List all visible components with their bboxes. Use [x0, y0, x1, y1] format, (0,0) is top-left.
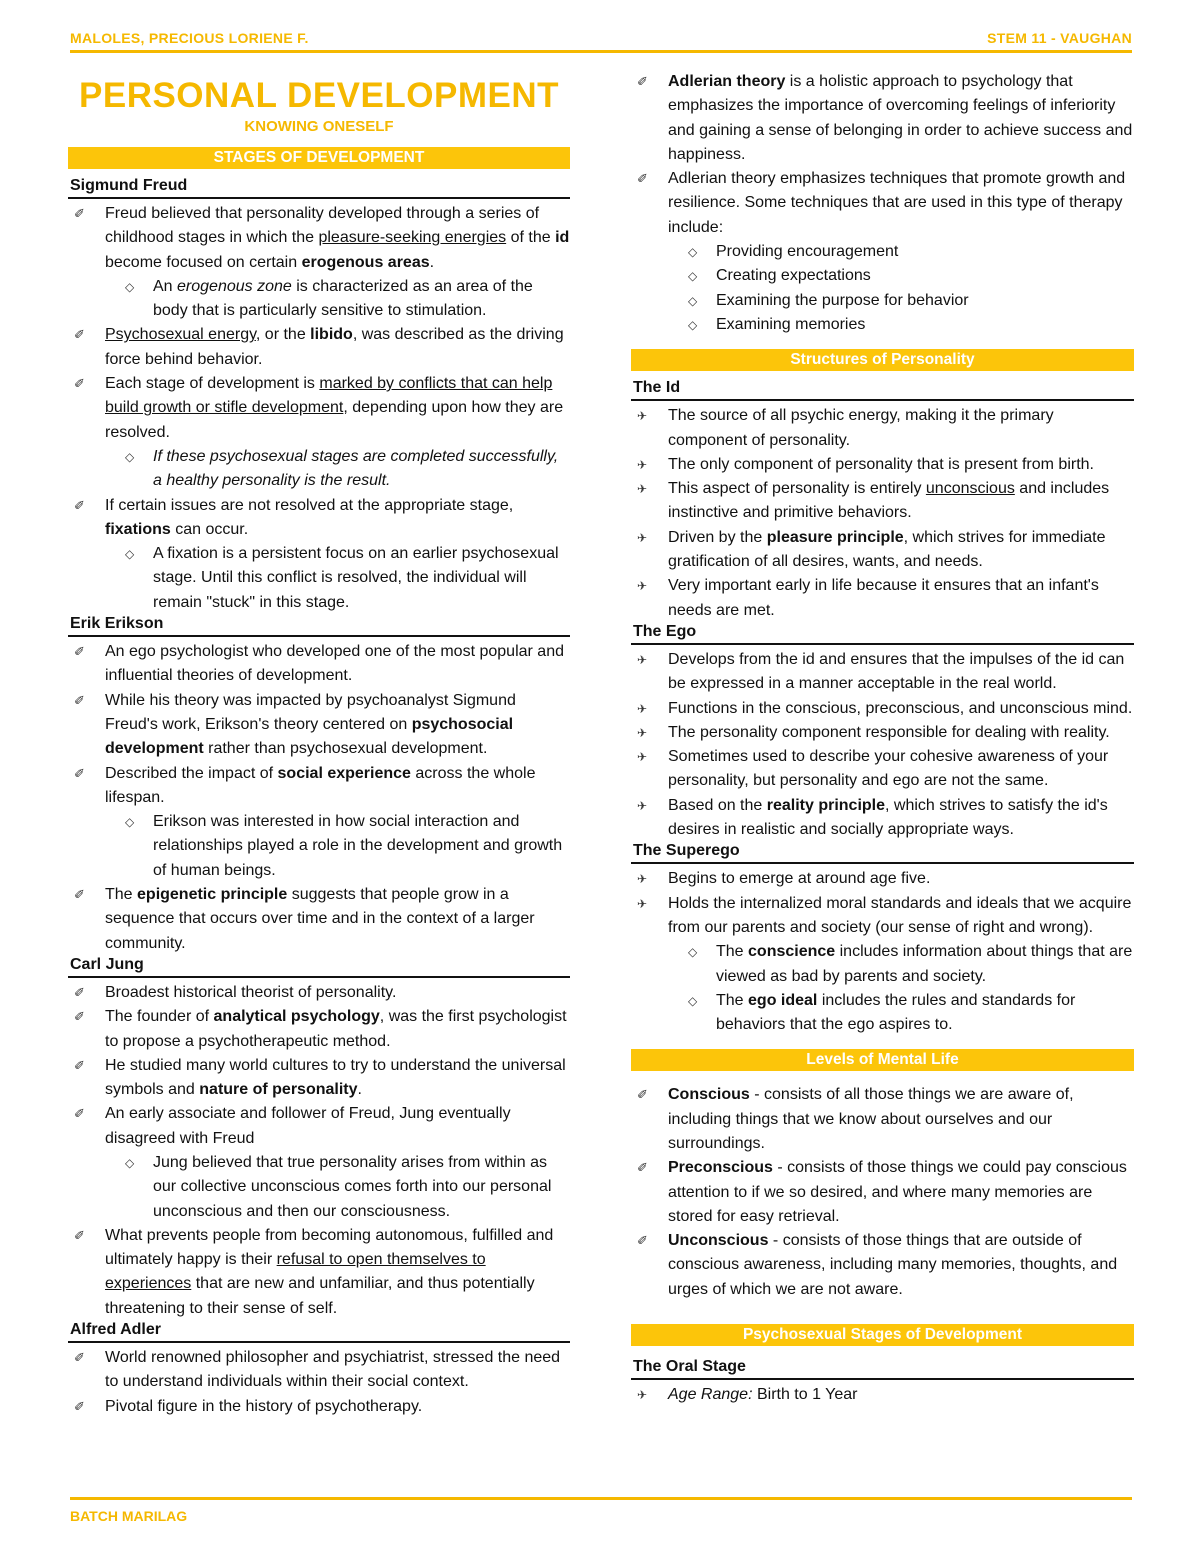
list-item	[631, 167, 1134, 240]
list-item	[631, 892, 1134, 941]
text-run: The only component of personality that is present from birth.	[668, 455, 1094, 473]
jung-list	[68, 981, 570, 1321]
erikson-list	[68, 640, 570, 956]
text-run: id	[555, 229, 570, 247]
text-run: Adlerian theory	[668, 73, 786, 90]
list-item	[68, 1395, 570, 1419]
section-band-structures: Structures of Personality	[631, 349, 1134, 371]
text-run: that are new and unfamiliar, and thus potentially threatening to their sense of self.	[105, 1275, 535, 1317]
right-column	[631, 70, 1134, 1407]
text-run: analytical psychology	[213, 1008, 380, 1026]
freud-list	[68, 202, 570, 615]
text-run: includes information about things that are viewed as bad by parents and society.	[716, 943, 1133, 985]
text-run: - consists of all those things we are aware of, including things that we know about ourselves and our surroundings.	[668, 1086, 1074, 1152]
list-item	[631, 289, 1134, 313]
text-run: Conscious	[668, 1086, 750, 1104]
text-run: Sometimes used to describe your cohesive awareness of your personality, but personality and ego are not the same.	[668, 748, 1109, 790]
superego-list	[631, 867, 1134, 1037]
text-run: Pivotal figure in the history of psychotherapy.	[105, 1397, 423, 1415]
text-run: What prevents people from becoming autonomous, fulfilled and ultimately happy is their	[105, 1226, 554, 1269]
list-item	[68, 445, 570, 494]
list-item	[631, 697, 1134, 721]
heading-id: The Id	[631, 379, 1134, 401]
id-list	[631, 404, 1134, 623]
list-item	[68, 1102, 570, 1151]
text-run: , depending upon how they are resolved.	[105, 399, 564, 441]
text-run: pleasure principle	[766, 528, 904, 546]
text-run: nature of personality	[199, 1081, 358, 1099]
text-run: - consists of those things we could pay conscious attention to if we so desired, and where many memories are stored for easy retrieval.	[668, 1159, 1127, 1225]
text-run: An ego psychologist who developed one of the most popular and influential theories of development.	[105, 643, 564, 685]
list-item	[631, 477, 1134, 526]
list-item	[631, 721, 1134, 745]
text-run: , was the first psychologist to propose a psychotherapeutic method.	[105, 1008, 567, 1050]
list-item	[631, 526, 1134, 575]
text-run: The founder of	[105, 1008, 214, 1026]
list-item	[68, 883, 570, 956]
page-title: PERSONAL DEVELOPMENT	[79, 76, 559, 115]
list-item	[68, 1224, 570, 1321]
text-run: While his theory was impacted by psychoanalyst Sigmund Freud's work, Erikson's theory centered on	[105, 691, 516, 733]
text-run: A fixation is a persistent focus on an earlier psychosexual stage. Until this conflict is resolved, the individual will remain "stuck" in this stage.	[153, 545, 559, 611]
list-item	[68, 810, 570, 883]
list-item	[631, 1383, 1134, 1407]
text-run: includes the rules and standards for behaviors that the ego aspires to.	[716, 991, 1076, 1034]
list-item	[631, 1083, 1134, 1156]
text-run: Based on the	[668, 796, 767, 814]
text-run: , was described as the driving force behind behavior.	[105, 326, 564, 368]
text-run: rather than psychosexual development.	[203, 740, 488, 758]
list-item	[631, 794, 1134, 843]
page-footer	[70, 1497, 1132, 1524]
text-run: If certain issues are not resolved at the appropriate stage,	[105, 496, 514, 514]
text-run: erogenous zone	[177, 277, 292, 295]
list-item	[68, 1346, 570, 1395]
text-run: Birth to 1 Year	[752, 1386, 858, 1404]
ego-list	[631, 648, 1134, 842]
author-name: MALOLES, PRECIOUS LORIENE F.	[70, 30, 309, 46]
text-run: can occur.	[170, 520, 249, 538]
adler-list-continued	[631, 70, 1134, 337]
text-run: Creating expectations	[716, 267, 871, 285]
heading-superego: The Superego	[631, 842, 1134, 864]
list-item	[631, 574, 1134, 623]
list-item	[631, 1156, 1134, 1229]
text-run: social experience	[277, 764, 411, 782]
text-run: Examining memories	[716, 315, 866, 333]
list-item	[68, 640, 570, 689]
text-run: of the	[506, 229, 556, 247]
text-run: conscience	[748, 943, 836, 961]
adler-list	[68, 1346, 570, 1419]
text-run: , or the	[255, 326, 311, 344]
levels-list	[631, 1083, 1134, 1302]
list-item	[68, 981, 570, 1005]
section-band-psychosexual: Psychosexual Stages of Development	[631, 1324, 1134, 1346]
left-column	[68, 70, 570, 1419]
list-item	[631, 1229, 1134, 1302]
list-item	[68, 1054, 570, 1103]
text-run: fixations	[105, 520, 171, 538]
batch-name: BATCH MARILAG	[70, 1508, 188, 1524]
list-item	[68, 762, 570, 811]
text-run: The source of all psychic energy, making it the primary component of personality.	[668, 407, 1054, 449]
text-run: Unconscious	[668, 1232, 769, 1250]
text-run: Very important early in life because it ensures that an infant's needs are met.	[668, 577, 1099, 619]
list-item	[631, 264, 1134, 288]
text-run: World renowned philosopher and psychiatrist, stressed the need to understand individuals within their social context.	[105, 1349, 561, 1391]
list-item	[68, 1005, 570, 1054]
list-item	[631, 745, 1134, 794]
list-item	[68, 542, 570, 615]
heading-oral-stage: The Oral Stage	[631, 1358, 1134, 1380]
text-run: Described the impact of	[105, 764, 278, 782]
text-run: Erikson was interested in how social interaction and relationships played a role in the development and growth of human beings.	[153, 813, 563, 879]
text-run: Develops from the id and ensures that the impulses of the id can be expressed in a manner acceptable in the real world.	[668, 650, 1125, 693]
text-run: Holds the internalized moral standards and ideals that we acquire from our parents and society (our sense of right and wrong).	[668, 894, 1132, 936]
class-section: STEM 11 - VAUGHAN	[987, 30, 1132, 46]
list-item	[68, 275, 570, 324]
list-item	[631, 240, 1134, 264]
text-run: Begins to emerge at around age five.	[668, 870, 931, 888]
text-run: pleasure-seeking energies	[318, 229, 507, 247]
text-run: Freud believed that personality developed through a series of childhood stages in which the	[105, 205, 540, 247]
text-run: If these psychosexual stages are completed successfully, a healthy personality is the result.	[153, 447, 559, 490]
page-header	[70, 28, 1132, 53]
text-run: Jung believed that true personality arises from within as our collective unconscious comes forth into our personal unconscious and then our consciousness.	[153, 1153, 552, 1220]
text-run: erogenous areas	[301, 253, 430, 271]
text-run: libido	[310, 326, 353, 344]
list-item	[68, 689, 570, 762]
text-run: This aspect of personality is entirely	[668, 480, 926, 498]
section-band-levels: Levels of Mental Life	[631, 1049, 1134, 1071]
text-run: refusal to open themselves to experiences	[105, 1251, 486, 1293]
list-item	[68, 1151, 570, 1224]
text-run: ego ideal	[748, 991, 818, 1009]
text-run: across the whole lifespan.	[105, 764, 536, 806]
text-run: Providing encouragement	[716, 243, 899, 261]
text-run: The	[716, 991, 749, 1009]
text-run: , which strives to satisfy the id's desires in realistic and socially appropriate ways.	[668, 796, 1108, 839]
list-item	[68, 323, 570, 372]
text-run: marked by conflicts that can help build growth or stifle development	[105, 375, 553, 417]
text-run: .	[429, 253, 435, 271]
list-item	[631, 867, 1134, 891]
text-run: An early associate and follower of Freud, Jung eventually disagreed with Freud	[105, 1105, 511, 1147]
text-run: Age Range:	[668, 1386, 753, 1404]
list-item	[631, 648, 1134, 697]
text-run: The	[105, 886, 138, 904]
list-item	[68, 202, 570, 275]
list-item	[631, 453, 1134, 477]
page-subtitle: KNOWING ONESELF	[244, 118, 394, 135]
list-item	[631, 940, 1134, 989]
text-run: The personality component responsible for dealing with reality.	[668, 723, 1110, 741]
text-run: An	[153, 277, 178, 295]
text-run: suggests that people grow in a sequence that occurs over time and in the context of a larger community.	[105, 886, 535, 952]
heading-adler: Alfred Adler	[68, 1321, 570, 1343]
text-run: Driven by the	[668, 528, 767, 546]
heading-jung: Carl Jung	[68, 956, 570, 978]
list-item	[68, 372, 570, 445]
text-run: and includes instinctive and primitive behaviors.	[668, 480, 1110, 522]
text-run: .	[357, 1081, 362, 1099]
heading-erikson: Erik Erikson	[68, 615, 570, 637]
text-run: Each stage of development is	[105, 375, 320, 393]
section-band-stages: STAGES OF DEVELOPMENT	[68, 147, 570, 169]
text-run: Psychosexual energy	[105, 326, 256, 344]
heading-freud: Sigmund Freud	[68, 177, 570, 199]
text-run: become focused on certain	[105, 253, 302, 271]
text-run: Examining the purpose for behavior	[716, 291, 969, 309]
text-run: Preconscious	[668, 1159, 773, 1177]
text-run: is a holistic approach to psychology that emphasizes the importance of overcoming feelings of inferiority and gaining a sense of belonging in order to achieve success and happiness.	[668, 73, 1133, 163]
text-run: reality principle	[766, 796, 886, 814]
text-run: Adlerian theory emphasizes techniques that promote growth and resilience. Some techniques that are used in this type of therapy include:	[668, 170, 1126, 236]
text-run: Broadest historical theorist of personality.	[105, 983, 397, 1001]
list-item	[631, 989, 1134, 1038]
list-item	[631, 404, 1134, 453]
heading-ego: The Ego	[631, 623, 1134, 645]
text-run: epigenetic principle	[137, 886, 288, 904]
list-item	[631, 70, 1134, 167]
text-run: unconscious	[925, 480, 1015, 498]
text-run: Functions in the conscious, preconscious, and unconscious mind.	[668, 699, 1133, 717]
text-run: is characterized as an area of the body that is particularly sensitive to stimulation.	[153, 277, 533, 320]
text-run: , which strives for immediate gratification of all desires, wants, and needs.	[668, 528, 1106, 571]
list-item	[68, 494, 570, 543]
text-run: - consists of those things that are outside of conscious awareness, including many memories, thoughts, and urges of which we are not aware.	[668, 1232, 1118, 1298]
text-run: He studied many world cultures to try to understand the universal symbols and	[105, 1056, 566, 1099]
text-run: The	[716, 943, 749, 961]
text-run: psychosocial development	[105, 715, 514, 758]
list-item	[631, 313, 1134, 337]
oral-stage-list	[631, 1383, 1134, 1407]
